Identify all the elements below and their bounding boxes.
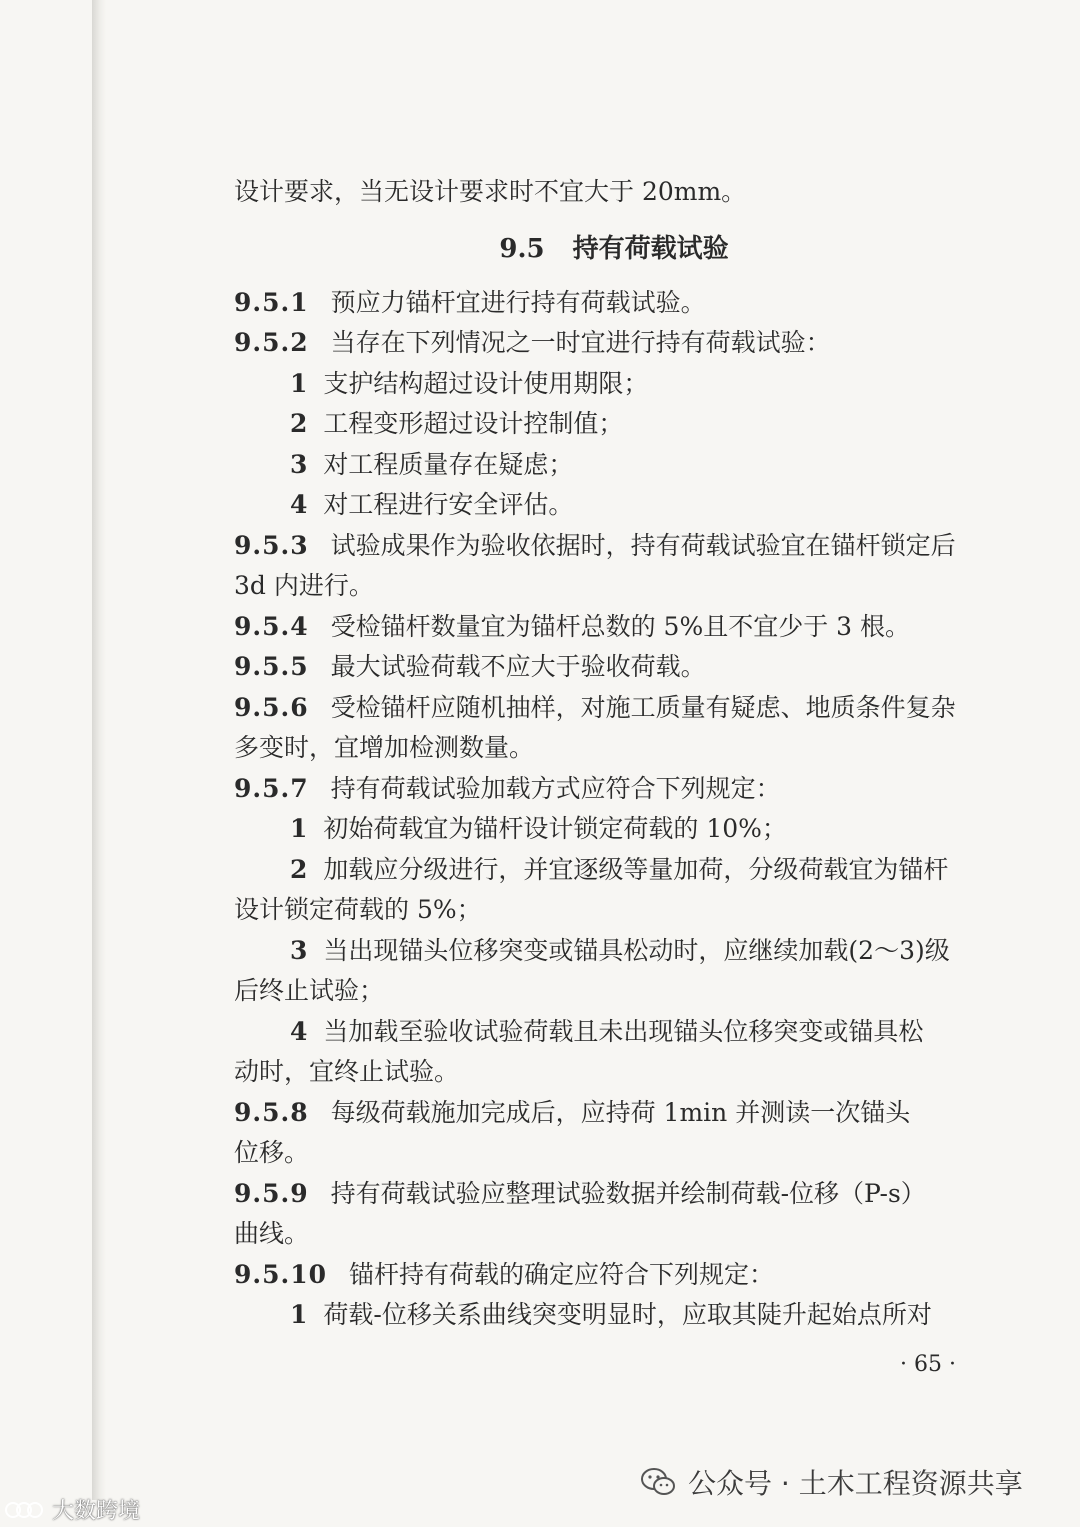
clause-text: 曲线。 bbox=[234, 1219, 310, 1248]
document-body bbox=[234, 172, 994, 1336]
section-title: 持有荷载试验 bbox=[572, 233, 729, 264]
body-line bbox=[234, 172, 994, 213]
clause-first-line bbox=[234, 323, 994, 364]
list-item-text: 初始荷载宜为锚杆设计锁定荷载的 10%； bbox=[323, 814, 787, 843]
clause-text: 每级荷载施加完成后，应持荷 1min 并测读一次锚头 bbox=[330, 1097, 911, 1127]
list-item bbox=[234, 931, 994, 972]
list-item-continuation bbox=[234, 890, 994, 931]
wechat-icon bbox=[640, 1467, 676, 1497]
list-item-text: 工程变形超过设计控制值； bbox=[323, 409, 624, 438]
wechat-watermark bbox=[640, 1462, 1023, 1502]
clause-number: 9.5.7 bbox=[234, 773, 309, 803]
page-number: · 65 · bbox=[900, 1352, 956, 1377]
body-text: 设计要求，当无设计要求时不宜大于 20mm。 bbox=[234, 177, 747, 206]
clause-continuation-line bbox=[234, 728, 994, 769]
logo-text: 大数跨境 bbox=[52, 1499, 141, 1524]
list-item-number: 4 bbox=[290, 1016, 308, 1046]
clause-first-line bbox=[234, 769, 994, 810]
list-item-text: 当出现锚头位移突变或锚具松动时，应继续加载(2～3)级 bbox=[323, 935, 950, 965]
clause-number: 9.5.8 bbox=[234, 1097, 309, 1127]
clause-continuation-line bbox=[234, 1214, 994, 1255]
clause-number: 9.5.9 bbox=[234, 1178, 309, 1208]
clause-first-line bbox=[234, 607, 994, 648]
list-item-continuation bbox=[234, 971, 994, 1012]
list-item bbox=[234, 364, 994, 405]
list-item-text: 支护结构超过设计使用期限； bbox=[323, 368, 649, 398]
clause-text: 试验成果作为验收依据时，持有荷载试验宜在锚杆锁定后 bbox=[330, 530, 956, 560]
clause-first-line bbox=[234, 1255, 994, 1296]
section-number: 9.5 bbox=[499, 233, 545, 264]
list-item bbox=[234, 445, 994, 486]
list-item-text: 加载应分级进行，并宜逐级等量加荷，分级荷载宜为锚杆 bbox=[323, 854, 949, 884]
clause-text: 3d 内进行。 bbox=[234, 571, 374, 600]
list-item-number: 2 bbox=[290, 409, 308, 438]
watermark-account-text: 公众号 · 土木工程资源共享 bbox=[688, 1467, 1023, 1500]
list-item bbox=[234, 1012, 994, 1053]
clause-text: 位移。 bbox=[234, 1138, 310, 1167]
clause-text: 持有荷载试验加载方式应符合下列规定： bbox=[330, 773, 781, 803]
clause-first-line bbox=[234, 283, 994, 324]
section-heading bbox=[234, 213, 994, 283]
clause-text: 多变时，宜增加检测数量。 bbox=[234, 733, 535, 762]
clause-continuation-line bbox=[234, 1133, 994, 1174]
clause-continuation-line bbox=[234, 566, 994, 607]
clause-first-line bbox=[234, 526, 994, 567]
list-item-text: 动时，宜终止试验。 bbox=[234, 1057, 460, 1086]
corner-logo bbox=[4, 1494, 140, 1525]
clause-text: 受检锚杆应随机抽样，对施工质量有疑虑、地质条件复杂 bbox=[330, 692, 956, 722]
clause-text: 受检锚杆数量宜为锚杆总数的 5%且不宜少于 3 根。 bbox=[330, 611, 911, 641]
list-item-text: 当加载至验收试验荷载且未出现锚头位移突变或锚具松 bbox=[323, 1016, 924, 1046]
list-item bbox=[234, 1295, 994, 1336]
list-item-text: 后终止试验； bbox=[234, 976, 385, 1005]
list-item-continuation bbox=[234, 1052, 994, 1093]
list-item-text: 对工程质量存在疑虑； bbox=[323, 449, 574, 479]
clause-first-line bbox=[234, 647, 994, 688]
list-item-text: 对工程进行安全评估。 bbox=[323, 490, 574, 519]
list-item bbox=[234, 850, 994, 891]
list-item-number: 1 bbox=[290, 368, 308, 398]
list-item-number: 3 bbox=[290, 449, 308, 479]
list-item-text: 荷载-位移关系曲线突变明显时，应取其陡升起始点所对 bbox=[323, 1300, 932, 1329]
binding-gutter-shadow bbox=[92, 0, 106, 1500]
clause-number: 9.5.1 bbox=[234, 287, 309, 317]
clause-number: 9.5.3 bbox=[234, 530, 309, 560]
list-item bbox=[234, 404, 994, 445]
clause-first-line bbox=[234, 1174, 994, 1215]
list-item-text: 设计锁定荷载的 5%； bbox=[234, 895, 482, 924]
clause-text: 锚杆持有荷载的确定应符合下列规定： bbox=[349, 1259, 775, 1289]
clause-text: 最大试验荷载不应大于验收荷载。 bbox=[330, 652, 706, 681]
list-item-number: 1 bbox=[290, 1300, 308, 1329]
clause-number: 9.5.10 bbox=[234, 1259, 327, 1289]
clause-number: 9.5.5 bbox=[234, 652, 309, 681]
clause-number: 9.5.2 bbox=[234, 328, 309, 357]
clause-number: 9.5.4 bbox=[234, 611, 309, 641]
clause-first-line bbox=[234, 1093, 994, 1134]
list-item-number: 1 bbox=[290, 814, 308, 843]
clause-text: 持有荷载试验应整理试验数据并绘制荷载-位移（P-s） bbox=[330, 1178, 926, 1208]
list-item bbox=[234, 809, 994, 850]
clause-text: 当存在下列情况之一时宜进行持有荷载试验： bbox=[330, 328, 831, 357]
clause-first-line bbox=[234, 688, 994, 729]
logo-icon bbox=[4, 1497, 48, 1523]
list-item-number: 3 bbox=[290, 935, 308, 965]
clause-text: 预应力锚杆宜进行持有荷载试验。 bbox=[330, 287, 706, 317]
list-item bbox=[234, 485, 994, 526]
clause-number: 9.5.6 bbox=[234, 692, 309, 722]
list-item-number: 4 bbox=[290, 490, 308, 519]
list-item-number: 2 bbox=[290, 854, 308, 884]
